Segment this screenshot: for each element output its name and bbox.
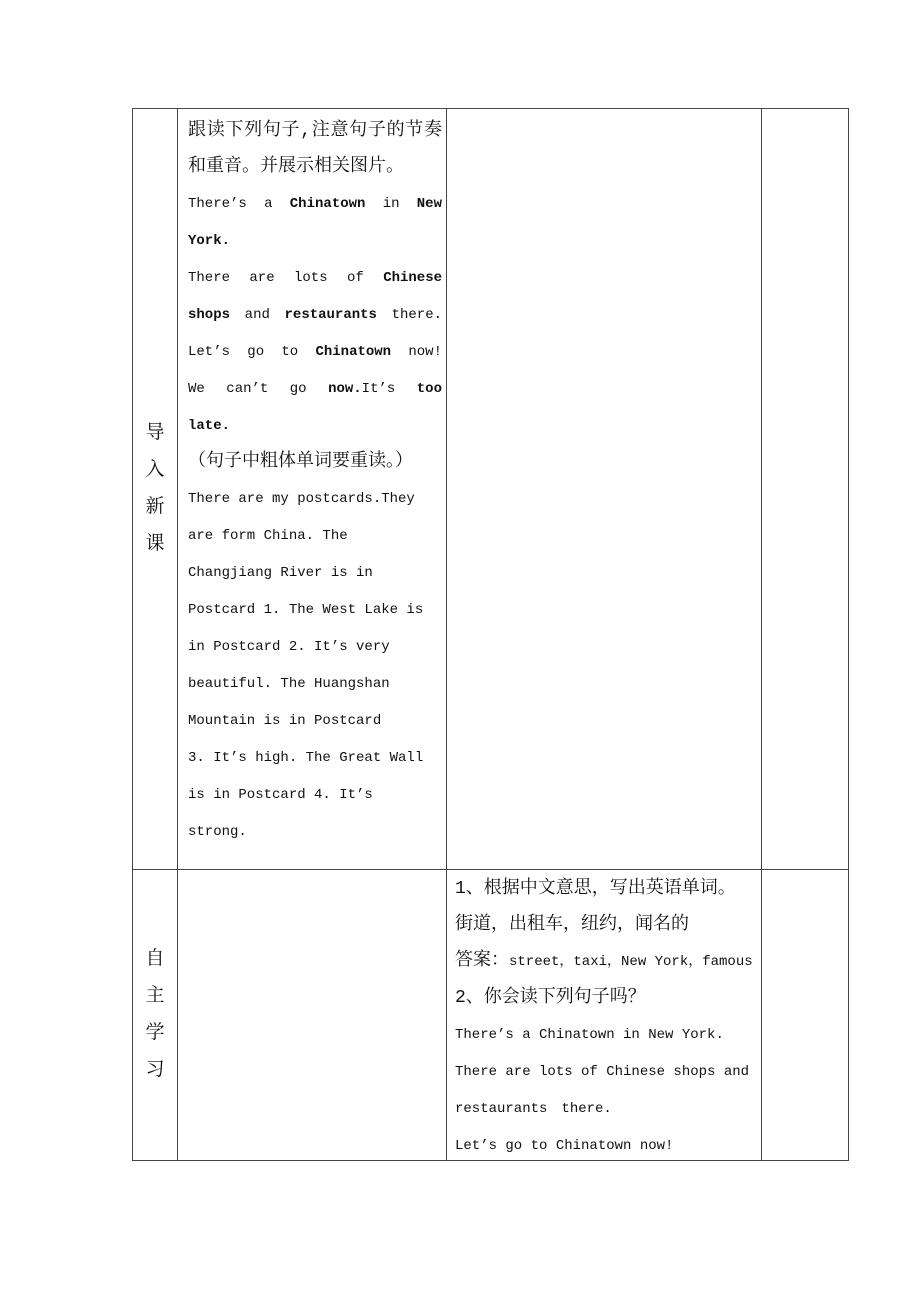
text-segment: late. bbox=[188, 418, 231, 434]
text-segment: in bbox=[365, 196, 417, 212]
text-segment: strong. bbox=[188, 824, 247, 840]
text-line bbox=[455, 1016, 757, 1053]
lesson-plan-table bbox=[132, 108, 849, 1161]
text-line bbox=[188, 407, 442, 444]
stage-label-char: 课 bbox=[145, 533, 165, 555]
text-segment: restaurants there. bbox=[455, 1101, 612, 1117]
stage-label-char: 入 bbox=[145, 459, 165, 481]
stage-label-char: 学 bbox=[145, 1022, 165, 1044]
text-line bbox=[188, 259, 442, 296]
text-segment: New bbox=[416, 196, 442, 212]
text-line bbox=[188, 222, 442, 259]
stage-cell-self-study bbox=[133, 870, 178, 1160]
text-line bbox=[188, 185, 442, 222]
text-line bbox=[188, 776, 442, 813]
text-segment: Chinese bbox=[383, 270, 442, 286]
text-line bbox=[188, 370, 442, 407]
text-line bbox=[455, 1127, 757, 1160]
stage-cell-lead-in bbox=[133, 109, 178, 870]
text-segment: Mountain is in Postcard bbox=[188, 713, 382, 729]
text-segment: There are lots of bbox=[188, 270, 384, 286]
text-segment: 跟读下列句子,注意句子的节奏 bbox=[188, 121, 442, 141]
text-segment: Postcard 1. The West Lake is bbox=[188, 602, 424, 618]
text-segment: Changjiang River is in bbox=[188, 565, 373, 581]
text-segment: 答案： bbox=[455, 951, 509, 971]
stage-label-char: 导 bbox=[145, 422, 165, 444]
text-line bbox=[455, 1090, 757, 1127]
text-segment: shops bbox=[188, 307, 231, 323]
text-segment: 1、根据中文意思，写出英语单词。 bbox=[455, 879, 736, 899]
text-line bbox=[188, 702, 442, 739]
text-segment: We can’t go bbox=[188, 381, 329, 397]
text-line bbox=[188, 517, 442, 554]
text-line bbox=[188, 296, 442, 333]
text-line bbox=[188, 480, 442, 517]
text-line bbox=[455, 943, 757, 980]
text-segment: Chinatown bbox=[315, 344, 392, 360]
text-line bbox=[188, 628, 442, 665]
stage-label-char: 自 bbox=[145, 948, 165, 970]
stage-label-char: 习 bbox=[145, 1059, 165, 1081]
text-line bbox=[188, 739, 442, 776]
text-segment: too bbox=[416, 381, 442, 397]
text-line bbox=[455, 871, 757, 907]
text-segment: is in Postcard 4. It’s bbox=[188, 787, 373, 803]
text-segment: now. bbox=[328, 381, 362, 397]
lead-in-student-activity-cell bbox=[447, 109, 762, 870]
text-segment: in Postcard 2. It’s very bbox=[188, 639, 390, 655]
self-study-teacher-activity-cell bbox=[178, 870, 447, 1160]
text-segment: There are lots of Chinese shops and bbox=[455, 1064, 750, 1080]
text-segment: （句子中粗体单词要重读。） bbox=[188, 452, 413, 472]
text-segment: street，taxi，New York，famous bbox=[509, 954, 753, 970]
text-segment: restaurants bbox=[284, 307, 377, 323]
text-segment: are form China. The bbox=[188, 528, 348, 544]
lead-in-teacher-activity-cell bbox=[178, 109, 447, 870]
text-line bbox=[188, 554, 442, 591]
text-segment: York. bbox=[188, 233, 231, 249]
text-segment: 2、你会读下列句子吗？ bbox=[455, 988, 646, 1008]
text-segment: Let’s go to Chinatown now! bbox=[455, 1138, 674, 1154]
text-segment: There are my postcards.They bbox=[188, 491, 415, 507]
text-segment: 3. It’s high. The Great Wall bbox=[188, 750, 424, 766]
stage-label-char: 新 bbox=[145, 496, 165, 518]
text-line bbox=[455, 907, 757, 943]
text-line bbox=[188, 113, 442, 149]
text-line bbox=[455, 1053, 757, 1090]
text-segment: and bbox=[230, 307, 285, 323]
text-line bbox=[188, 444, 442, 480]
text-segment: 街道，出租车，纽约，闻名的 bbox=[455, 915, 689, 935]
text-line bbox=[188, 333, 442, 370]
self-study-notes-cell bbox=[762, 870, 848, 1160]
text-segment: There’s a bbox=[188, 196, 290, 212]
lead-in-notes-cell bbox=[762, 109, 848, 870]
self-study-student-activity-cell bbox=[447, 870, 762, 1160]
text-line bbox=[188, 149, 442, 185]
text-segment: there. bbox=[376, 307, 442, 323]
text-segment: beautiful. The Huangshan bbox=[188, 676, 390, 692]
text-segment: Chinatown bbox=[289, 196, 366, 212]
text-segment: It’s bbox=[361, 381, 417, 397]
text-segment: 和重音。并展示相关图片。 bbox=[188, 157, 404, 177]
text-line bbox=[455, 980, 757, 1016]
text-segment: now! bbox=[391, 344, 442, 360]
text-line bbox=[188, 813, 442, 850]
text-segment: There’s a Chinatown in New York. bbox=[455, 1027, 724, 1043]
text-segment: Let’s go to bbox=[188, 344, 316, 360]
stage-label-char: 主 bbox=[145, 985, 165, 1007]
text-line bbox=[188, 591, 442, 628]
text-line bbox=[188, 665, 442, 702]
